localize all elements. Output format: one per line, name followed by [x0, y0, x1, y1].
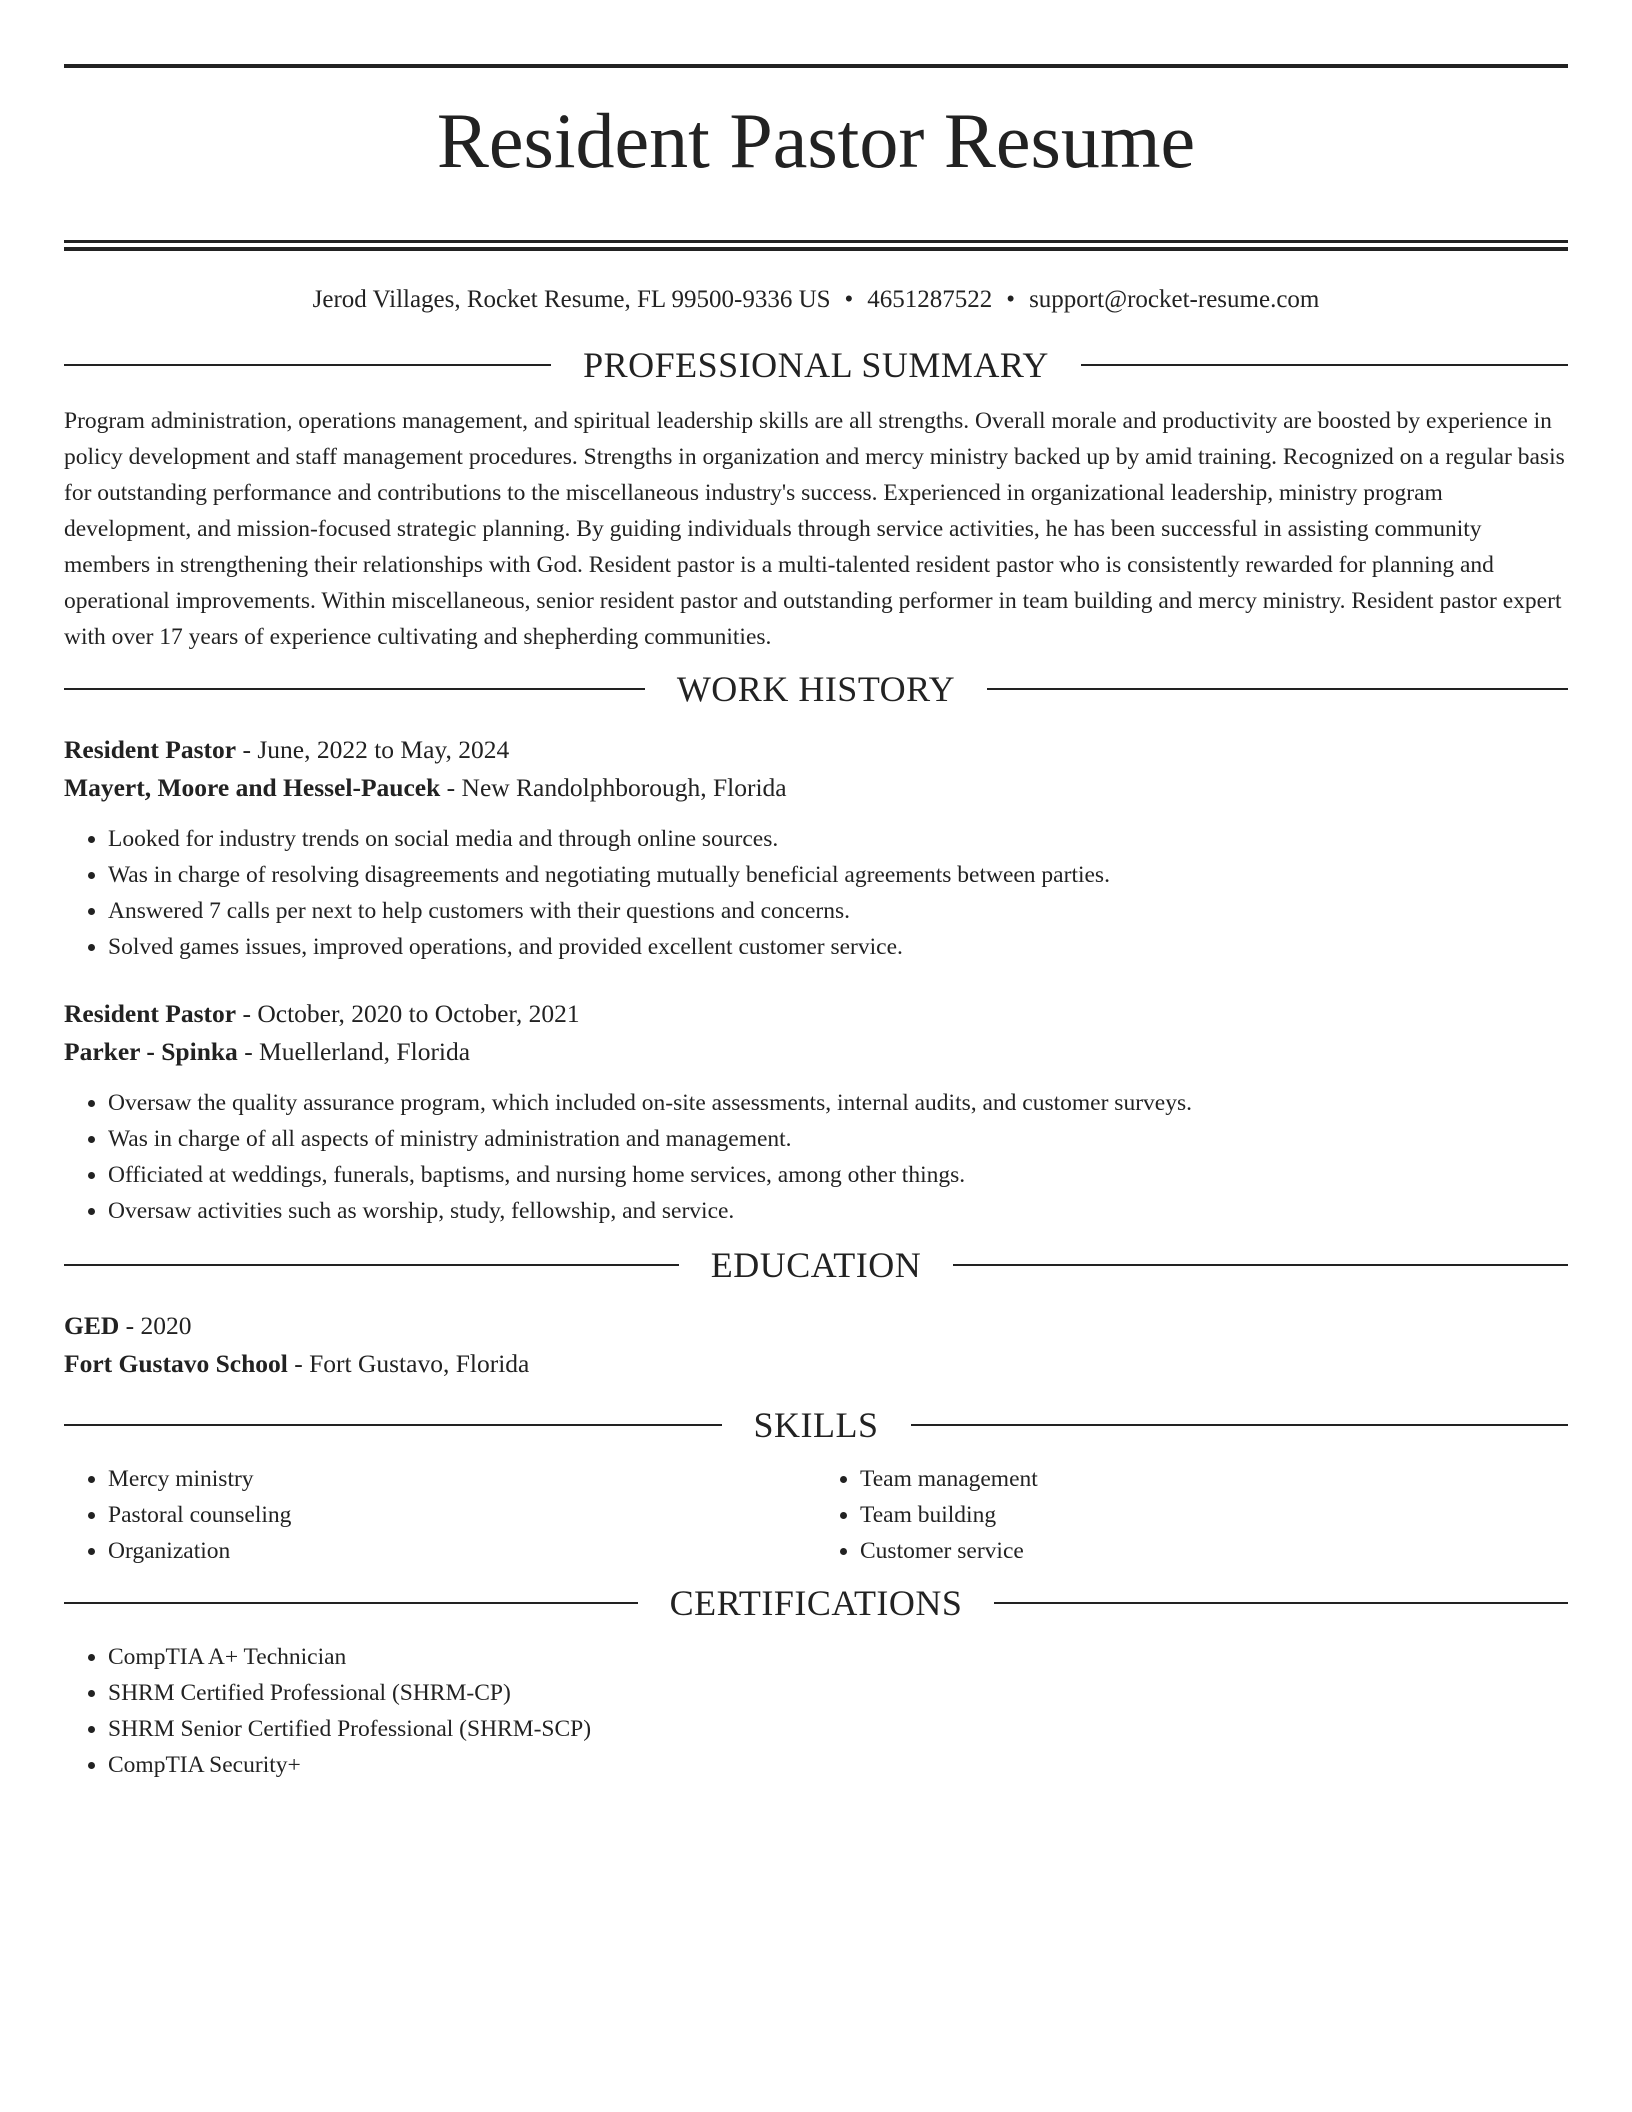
section-title-work-history: WORK HISTORY — [676, 669, 956, 709]
list-item: • Was in charge of all aspects of ministry administration and management. — [108, 1121, 1568, 1157]
section-title-education: EDUCATION — [710, 1245, 922, 1285]
contact-separator: • — [1006, 286, 1016, 313]
list-item: • Organization — [108, 1533, 816, 1569]
divider-line — [1081, 364, 1568, 366]
title-double-rule — [64, 240, 1568, 251]
list-item: • Oversaw activities such as worship, study, fellowship, and service. — [108, 1193, 1568, 1229]
job-title-line — [64, 995, 1568, 1033]
section-header-summary — [64, 345, 1568, 385]
job-title-line — [64, 731, 1568, 769]
job-company-line — [64, 769, 1568, 807]
job-entry — [64, 731, 1568, 965]
divider-line — [64, 1424, 722, 1426]
list-item: • Answered 7 calls per next to help customers with their questions and concerns. — [108, 893, 1568, 929]
list-item: • Team building — [860, 1497, 1568, 1533]
list-item: • SHRM Senior Certified Professional (SHRM-SCP) — [108, 1711, 1568, 1747]
contact-line — [64, 285, 1568, 315]
section-header-education — [64, 1245, 1568, 1285]
list-item: • Was in charge of resolving disagreements and negotiating mutually beneficial agreements between parties. — [108, 857, 1568, 893]
job-title: Resident Pastor — [64, 735, 237, 764]
section-header-certifications — [64, 1583, 1568, 1623]
section-title-summary: PROFESSIONAL SUMMARY — [583, 345, 1049, 385]
contact-email: support@rocket-resume.com — [1029, 286, 1320, 313]
job-location: - Muellerland, Florida — [237, 1037, 471, 1066]
degree-line — [64, 1307, 1568, 1345]
job-dates: - June, 2022 to May, 2024 — [236, 735, 510, 764]
divider-line — [994, 1602, 1568, 1604]
divider-line — [64, 364, 551, 366]
section-header-work-history — [64, 669, 1568, 709]
job-location: - New Randolphborough, Florida — [440, 773, 787, 802]
list-item: • Oversaw the quality assurance program, which included on-site assessments, internal audits, and customer surveys. — [108, 1085, 1568, 1121]
degree-year: - 2020 — [119, 1311, 192, 1340]
certifications-list — [64, 1639, 1568, 1783]
school-name: Fort Gustavo School — [64, 1349, 288, 1378]
divider-line — [64, 1264, 679, 1266]
skills-list-right — [816, 1461, 1568, 1569]
section-title-certifications: CERTIFICATIONS — [669, 1583, 963, 1623]
list-item: • Customer service — [860, 1533, 1568, 1569]
contact-phone: 4651287522 — [867, 286, 993, 313]
school-line — [64, 1345, 1568, 1383]
section-title-skills: SKILLS — [753, 1405, 879, 1445]
divider-line — [64, 1602, 638, 1604]
list-item: • Mercy ministry — [108, 1461, 816, 1497]
divider-line — [911, 1424, 1569, 1426]
education-entry — [64, 1307, 1568, 1383]
job-entry — [64, 995, 1568, 1229]
contact-separator: • — [844, 286, 854, 313]
job-duties-list — [64, 821, 1568, 965]
divider-line — [953, 1264, 1568, 1266]
job-company-line — [64, 1033, 1568, 1071]
job-company: Parker - Spinka — [64, 1037, 238, 1066]
job-duties-list — [64, 1085, 1568, 1229]
job-dates: - October, 2020 to October, 2021 — [236, 999, 580, 1028]
divider-line — [987, 688, 1568, 690]
divider-line — [64, 688, 645, 690]
job-title: Resident Pastor — [64, 999, 237, 1028]
top-rule — [64, 64, 1568, 68]
list-item: • Team management — [860, 1461, 1568, 1497]
skills-list-left — [64, 1461, 816, 1569]
job-company: Mayert, Moore and Hessel-Paucek — [64, 773, 441, 802]
degree: GED — [64, 1311, 120, 1340]
section-header-skills — [64, 1405, 1568, 1445]
skills-grid — [64, 1461, 1568, 1569]
list-item: • Solved games issues, improved operations, and provided excellent customer service. — [108, 929, 1568, 965]
summary-text: Program administration, operations management, and spiritual leadership skills are all strengths. Overall morale and productivity are boosted by experience in policy development and staff management procedures. Strengths in organization and mercy ministry backed up by amid training. Recognized on a regular basis for outstanding performance and contributions to the miscellaneous industry's success. Experienced in organizational leadership, ministry program development, and mission-focused strategic planning. By guiding individuals through service activities, he has been successful in assisting community members in strengthening their relationships with God. Resident pastor is a multi-talented resident pastor who is consistently rewarded for planning and operational improvements. Within miscellaneous, senior resident pastor and outstanding performer in team building and mercy ministry. Resident pastor expert with over 17 years of experience cultivating and shepherding communities. — [64, 408, 1565, 650]
list-item: • CompTIA Security+ — [108, 1747, 1568, 1783]
resume-page — [64, 64, 1568, 1783]
list-item: • Looked for industry trends on social media and through online sources. — [108, 821, 1568, 857]
list-item: • Officiated at weddings, funerals, baptisms, and nursing home services, among other things. — [108, 1157, 1568, 1193]
list-item: • Pastoral counseling — [108, 1497, 816, 1533]
school-location: - Fort Gustavo, Florida — [287, 1349, 530, 1378]
contact-address: Jerod Villages, Rocket Resume, FL 99500-9336 US — [312, 286, 831, 313]
resume-title: Resident Pastor Resume — [436, 97, 1196, 184]
list-item: • CompTIA A+ Technician — [108, 1639, 1568, 1675]
list-item: • SHRM Certified Professional (SHRM-CP) — [108, 1675, 1568, 1711]
